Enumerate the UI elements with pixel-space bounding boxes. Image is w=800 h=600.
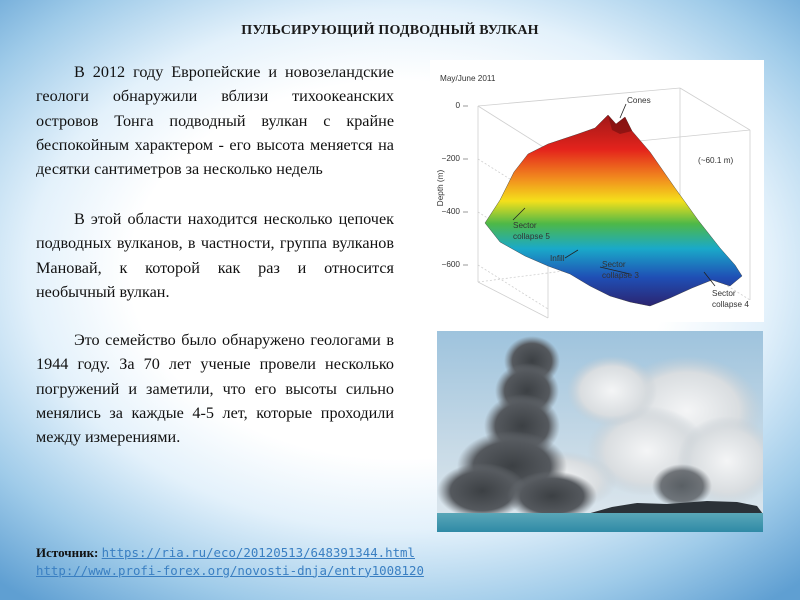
source-link-profi-forex[interactable]: http://www.profi-forex.org/novosti-dnja/entry1008120 [36,562,424,578]
bathymetry-3d-diagram [430,60,764,322]
sector3-label-line2: collapse 3 [602,271,639,280]
cones-label: Cones [627,96,651,105]
sector3-label-line1: Sector [602,260,626,269]
paragraph-history: Это семейство было обнаружено геологами в 1944 году. За 70 лет ученые провели несколько погружений и заметили, что его высоты сильно менялись за каждые 4-5 лет, которые проходили между измерениями. [36,331,394,447]
depth-axis-label: Depth (m) [436,169,445,207]
depth-tick-600: −600 [441,260,460,269]
eruption-photo [437,331,763,532]
slide-title: ПУЛЬСИРУЮЩИЙ ПОДВОДНЫЙ ВУЛКАН [241,23,539,38]
paragraph-volcano-chains: В этой области находится несколько цепочек подводных вулканов, в частности, группа вулканов Мановай, к которой как раз и относится необычный вулкан. [36,210,394,301]
date-label: May/June 2011 [440,74,496,83]
depth-tick-200: −200 [441,154,460,163]
sector5-label-line2: collapse 5 [513,232,550,241]
depth-tick-400: −400 [441,207,460,216]
source-link-ria[interactable]: https://ria.ru/eco/20120513/648391344.html [101,545,415,560]
sector4-label-line1: Sector [712,289,736,298]
sector4-label-line2: collapse 4 [712,300,749,309]
sources-block [36,544,436,579]
source-label: Источник: [36,545,99,560]
bathymetry-figure [430,60,764,322]
infill-label: Infill [550,254,565,263]
height-label: (~60.1 m) [698,156,734,165]
depth-tick-0: 0 [455,101,460,110]
sector5-label-line1: Sector [513,221,537,230]
paragraph-discovery: В 2012 году Европейские и новозеландские геологи обнаружили вблизи тихоокеанских островов Тонга подводный вулкан с крайне беспокойным характером - его высота меняется на десятки сантиметров за несколько недель [36,63,394,179]
